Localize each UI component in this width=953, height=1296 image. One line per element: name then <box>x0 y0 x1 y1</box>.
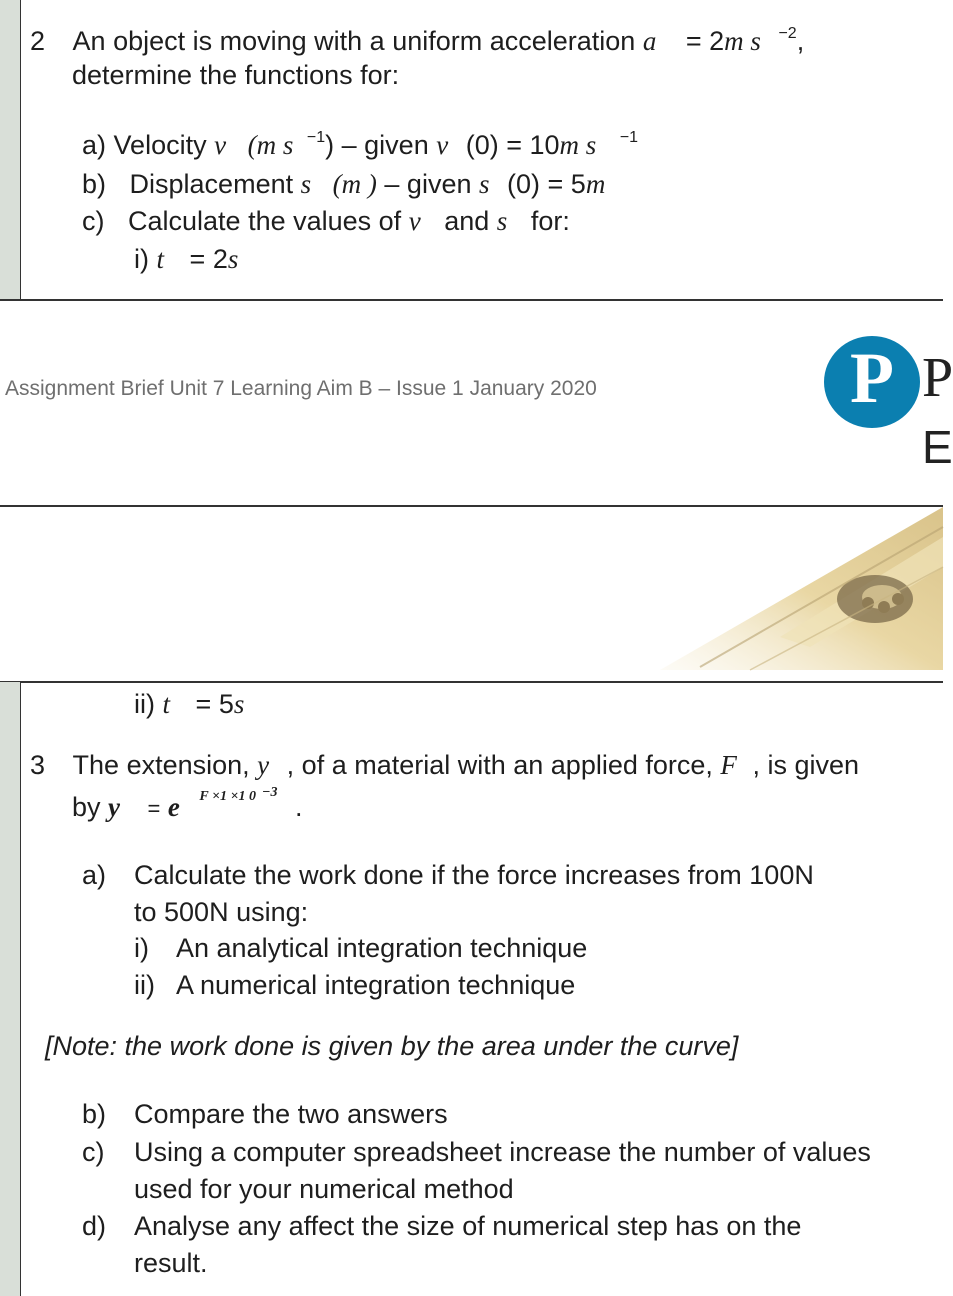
q3-line1: 3 The extension, y , of a material with an applied force, F , is given <box>30 750 859 780</box>
q3-part-d-line2: result. <box>134 1248 208 1278</box>
q3-part-b: Compare the two answers <box>134 1099 448 1129</box>
q3-part-d-marker: d) <box>82 1211 107 1241</box>
page-divider-top <box>0 299 943 301</box>
q2-part-a: a) Velocity v (m s $^{-1}$) – given v (0) = 10m s $^{-1}$ <box>82 129 639 160</box>
brand-text-partial-1: P <box>922 347 953 409</box>
q2-part-c: c) Calculate the values of v and s for: <box>82 206 570 236</box>
q3-part-a-line2: to 500N using: <box>134 897 309 927</box>
q3-part-a-ii: A numerical integration technique <box>176 970 576 1000</box>
footer-text: Assignment Brief Unit 7 Learning Aim B – Issue 1 January 2020 <box>5 377 597 400</box>
q3-part-a-i: An analytical integration technique <box>176 933 588 963</box>
q3-number: 3 <box>30 750 46 780</box>
q3-part-b-marker: b) <box>82 1099 107 1129</box>
q3-part-c-marker: c) <box>82 1137 105 1167</box>
q3-part-a-ii-marker: ii) <box>134 970 155 1000</box>
q3-part-a-marker: a) <box>82 860 107 890</box>
left-margin-strip-top <box>0 0 21 300</box>
q3-line2: by y = e $^{F \times 1 \times 1 0}$ $^{-3}$ . <box>72 785 303 822</box>
pearson-logo-icon: P <box>824 336 920 428</box>
q2-part-c-i: i) t = 2s <box>134 244 239 274</box>
q3-note: [Note: the work done is given by the area under the curve] <box>45 1031 739 1061</box>
brand-text-partial-2: E <box>922 421 953 473</box>
page-divider-bottom <box>0 681 943 683</box>
q3-part-a-line1: Calculate the work done if the force increases from 100N <box>134 860 814 890</box>
q2-line2: determine the functions for: <box>72 60 400 90</box>
q2-line1: 2 An object is moving with a uniform acceleration a = 2m s $^{-2}$, <box>30 25 805 56</box>
q2-number: 2 <box>30 26 46 56</box>
header-decoration-image <box>660 507 943 670</box>
q3-part-c-line2: used for your numerical method <box>134 1174 514 1204</box>
q3-part-a-i-marker: i) <box>134 933 149 963</box>
q3-part-c-line1: Using a computer spreadsheet increase the number of values <box>134 1137 871 1167</box>
q3-part-d-line1: Analyse any affect the size of numerical step has on the <box>134 1211 802 1241</box>
left-margin-strip-bottom <box>0 682 21 1296</box>
q2-part-c-ii: ii) t = 5s <box>134 689 245 719</box>
q2-part-b: b) Displacement s (m ) – given s (0) = 5m <box>82 169 606 199</box>
